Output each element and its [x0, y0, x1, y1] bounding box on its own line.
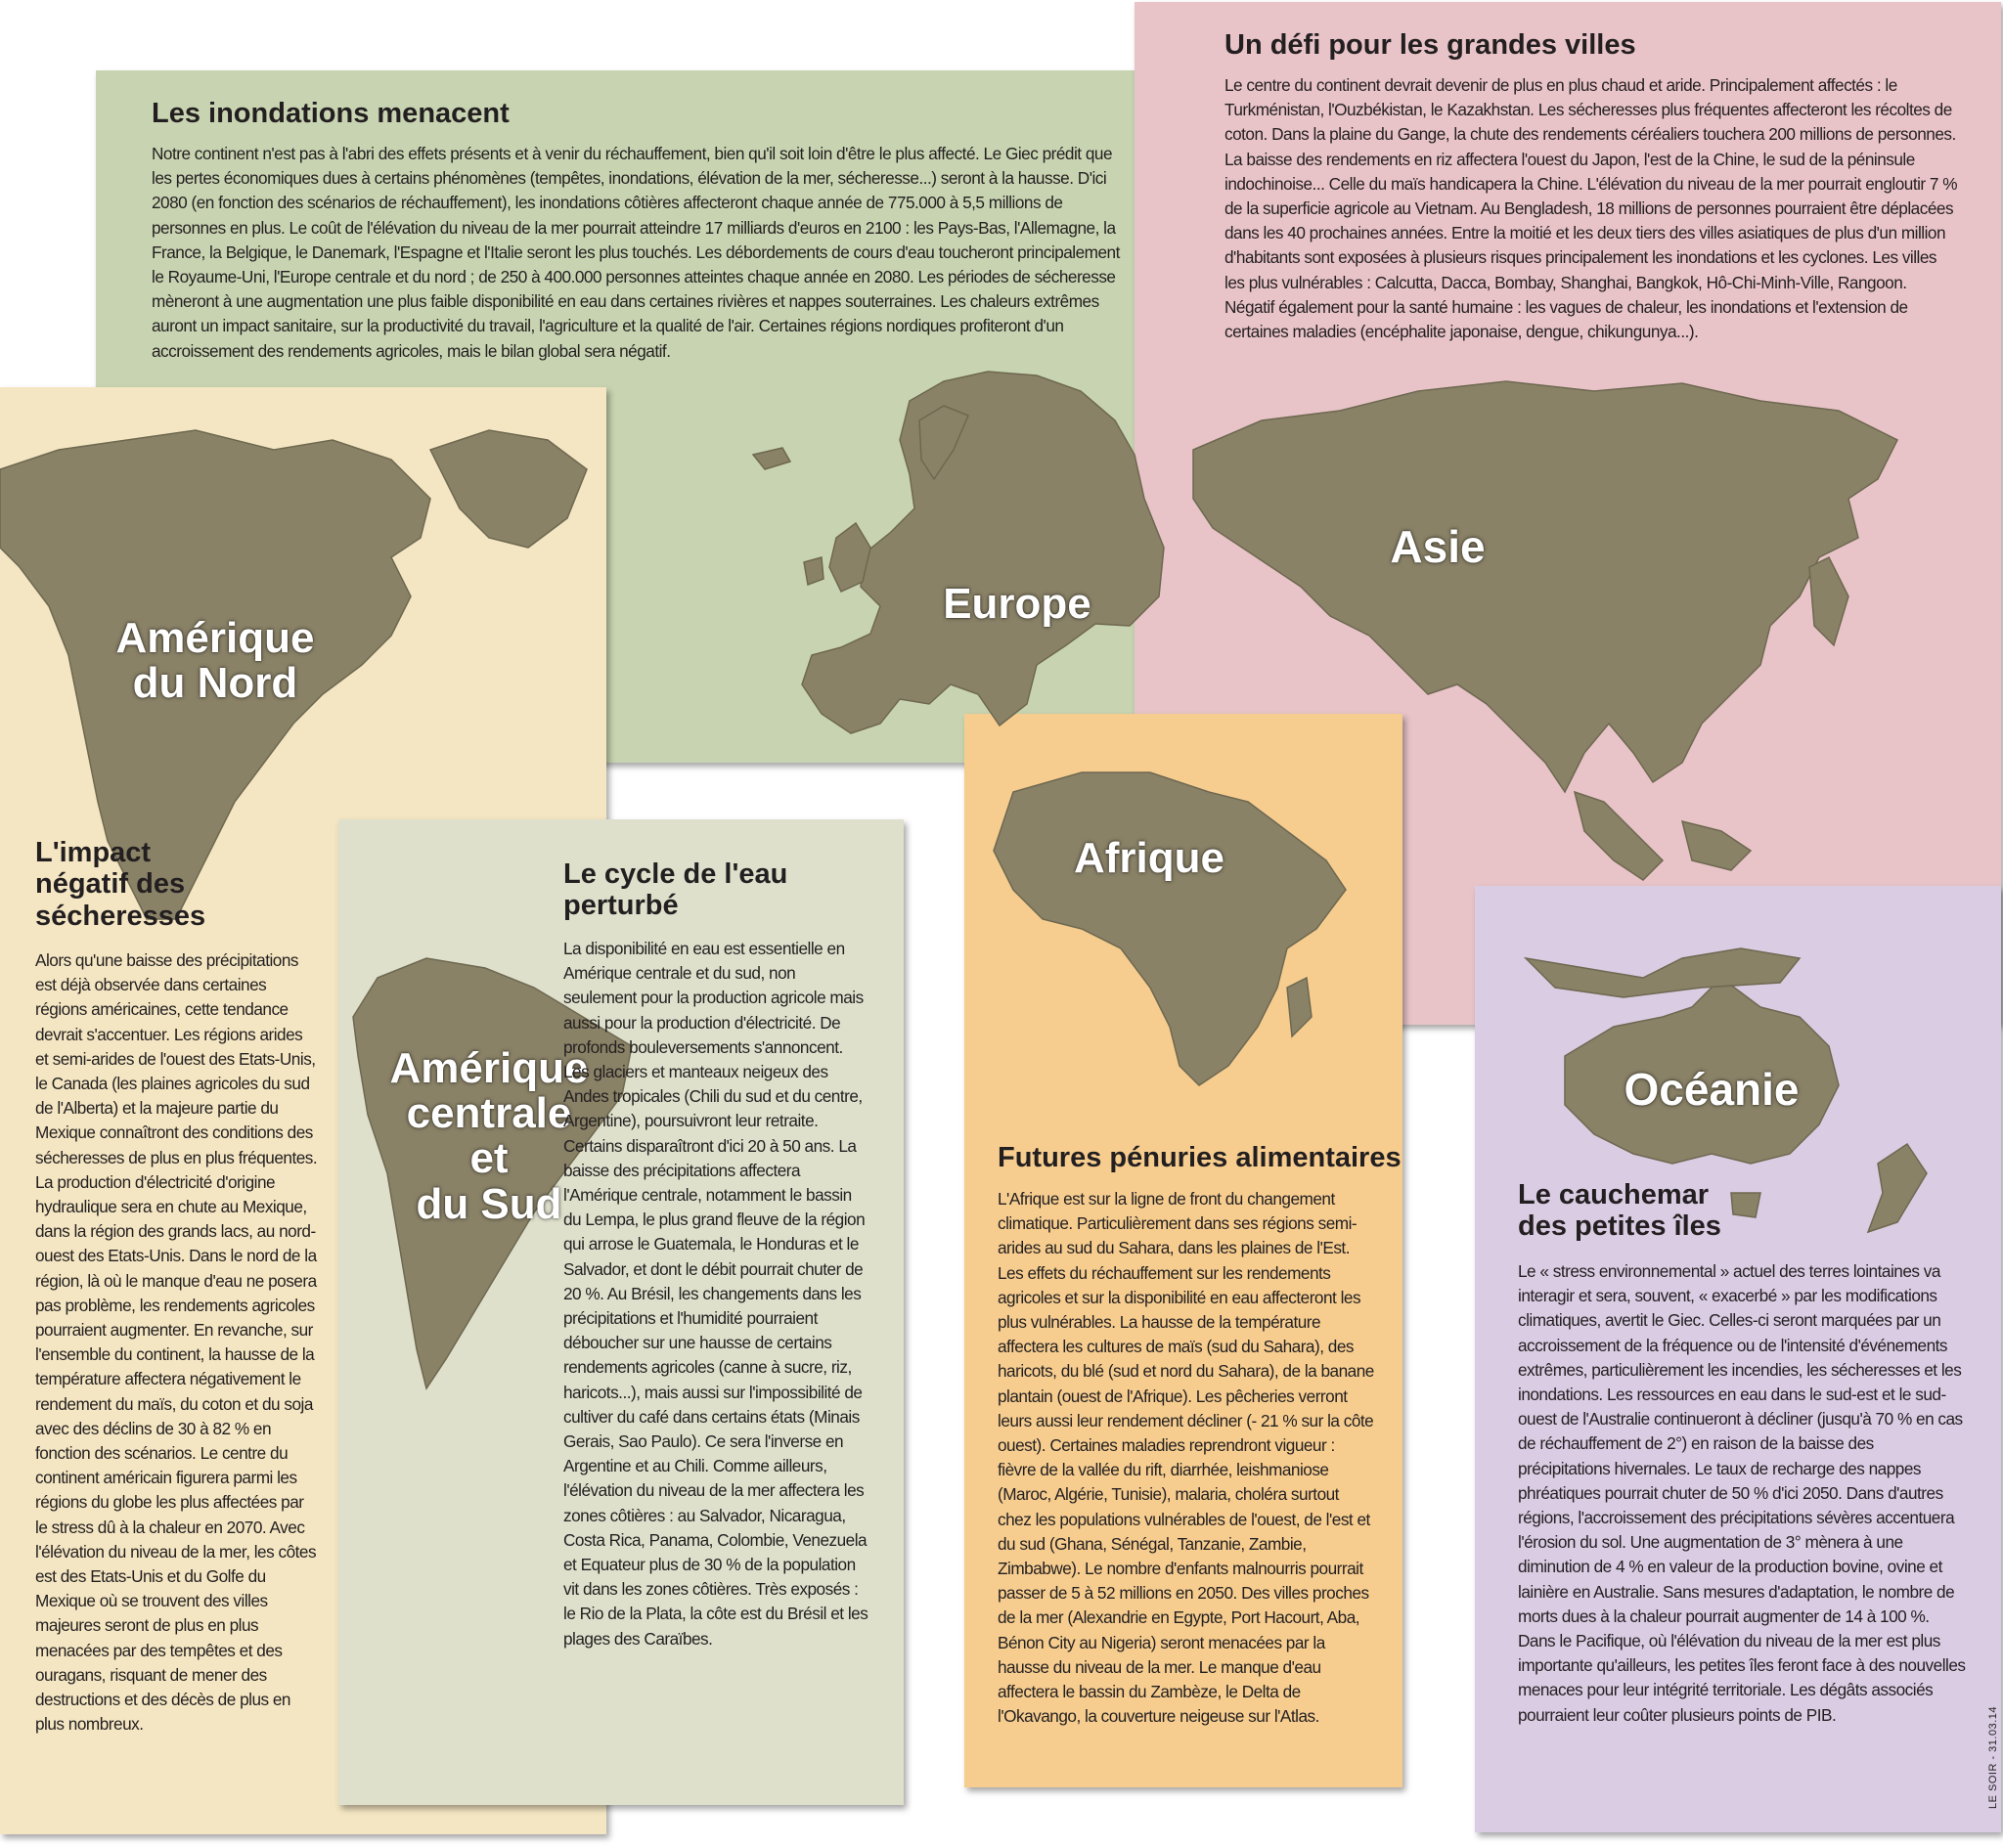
south-america-title: Le cycle de l'eau perturbé [563, 858, 788, 922]
europe-map [743, 362, 1174, 763]
africa-body: L'Afrique est sur la ligne de front du changement climatique. Particulièrement dans ses régions semi-arides au sud du Sahara, dans les plaines de l'Est. Les effets du réchauffement sur les rendements agricoles et sur la disponibilité en eau affecteront les plus vulnérables. La hausse de la température affectera les cultures de maïs (sud du Sahara), des haricots, du blé (sud et nord du Sahara), de la banane plantain (ouest de l'Afrique). Les pêcheries verront leurs aussi leur rendement décliner (- 21 % sur la côte ouest). Certaines maladies reprendront vigueur : fièvre de la vallée du rift, diarrhée, leishmaniose (Maroc, Algérie, Tunisie), malaria, choléra surtout chez les populations vulnérables de l'ouest, de l'est et du sud (Ghana, Sénégal, Tanzanie, Zambie, Zimbabwe). Le nombre d'enfants malnourris pourrait passer de 5 à 52 millions en 2050. Des villes proches de la mer (Alexandrie en Egypte, Port Hacourt, Aba, Bénon City au Nigeria) seront menacées par la hausse du niveau de la mer. Le manque d'eau affectera le bassin du Zambèze, le Delta de l'Okavango, la couverture neigeuse sur l'Atlas. [998, 1189, 1374, 1727]
north-america-body: Alors qu'une baisse des précipitations est déjà observée dans certaines régions américaines, cette tendance devrait s'accentuer. Les régions arides et semi-arides de l'ouest des Etats-Unis, le Canada (les plaines agricoles du sud de l'Alberta) et la majeure partie du Mexique connaîtront des conditions des sécheresses de plus en plus fréquentes. La production d'électricité d'origine hydraulique sera en chute au Mexique, dans la région des grands lacs, au nord-ouest des Etats-Unis. Dans le nord de la région, là où le manque d'eau ne posera pas problème, les rendements agricoles pourraient augmenter. En revanche, sur l'ensemble du continent, la hausse de la température affectera négativement le rendement du maïs, du coton et du soja avec des déclins de 30 à 82 % en fonction des scénarios. Le centre du continent américain figurera parmi les régions du globe les plus affectées par le stress dû à la chaleur en 2070. Avec l'élévation du niveau de la mer, les côtes est des Etats-Unis et du Golfe du Mexique où se trouvent des villes majeures seront de plus en plus menacées par des tempêtes et des ouragans, risquant de mener des destructions et des décès de plus en plus nombreux. [35, 950, 318, 1735]
asia-region-label: Asie [1390, 521, 1486, 572]
south-america-body: La disponibilité en eau est essentielle en Amérique centrale et du sud, non seulement pour la production agricole mais aussi pour la production d'électricité. De profonds bouleversements s'annoncent. Les glaciers et manteaux neigeux des Andes tropicales (Chili du sud et du centre, Argentine), poursuivront leur retraite. Certains disparaîtront d'ici 20 à 50 ans. La baisse des précipitations affectera l'Amérique centrale, notamment le bassin du Lempa, le plus grand fleuve de la région qui arrose le Guatemala, le Honduras et le Salvador, et dont le débit pourrait chuter de 20 %. Au Brésil, les changements dans les précipitations et l'humidité pourraient déboucher sur une hausse de certains rendements agricoles (canne à sucre, riz, haricots...), mais aussi sur l'impossibilité de cultiver du café dans certains états (Minais Gerais, Sao Paulo). Ce sera l'inverse en Argentine et au Chili. Comme ailleurs, l'élévation du niveau de la mer affectera les zones côtières : au Salvador, Nicaragua, Costa Rica, Panama, Colombie, Venezuela et Equateur plus de 30 % de la population vit dans les zones côtières. Très exposés : le Rio de la Plata, la côte est du Brésil et les plages des Caraïbes. [563, 939, 868, 1649]
north-america-region-label: Amérique du Nord [115, 614, 315, 708]
africa-region-label: Afrique [1074, 834, 1224, 882]
asia-body: Le centre du continent devrait devenir de plus en plus chaud et aride. Principalement affectés : le Turkménistan, l'Ouzbékistan, le Kazakhstan. Les sécheresses plus fréquentes affecteront les récoltes de coton. Dans la plaine du Gange, la chute des rendements céréaliers touchera 200 millions de personnes. La baisse des rendements en riz affectera l'ouest du Japon, l'est de la Chine, le sud de la péninsule indochinoise... Celle du maïs handicapera la Chine. L'élévation du niveau de la mer pourrait engloutir 7 % de la superficie agricole au Vietnam. Au Bengladesh, 18 millions de personnes pourraient être déplacées dans les 40 prochaines années. Entre la moitié et les deux tiers des villes asiatiques de plus d'un million d'habitants sont exposées à plusieurs risques principalement les inondations et les cyclones. Les villes les plus vulnérables : Calcutta, Dacca, Bombay, Shanghai, Bangkok, Hô-Chi-Minh-Ville, Rangoon. Négatif également pour la santé humaine : les vagues de chaleur, les inondations et l'extension de certaines maladies (encéphalite japonaise, dengue, chikungunya...). [1224, 75, 1958, 342]
europe-region-label: Europe [943, 580, 1091, 628]
north-america-title: L'impact négatif des sécheresses [35, 837, 206, 932]
africa-map [974, 743, 1404, 1095]
asia-title: Un défi pour les grandes villes [1224, 29, 1636, 61]
africa-title: Futures pénuries alimentaires [998, 1142, 1402, 1173]
oceania-body: Le « stress environnemental » actuel des terres lointaines va interagir et sera, souvent, « exacerbé » par les modifications climatiques, avertit le Giec. Celles-ci seront marquées par un accroissement de la fréquence ou de l'intensité d'événements extrêmes, particulièrement les incendies, les sécheresses et les inondations. Les ressources en eau dans le sud-est et le sud-ouest de l'Australie continueront à décliner (jusqu'à 70 % en cas de réchauffement de 2°) en raison de la baisse des précipitations hivernales. Le taux de recharge des nappes phréatiques pourrait chuter de 50 % d'ici 2050. Dans d'autres régions, l'accroissement des précipitations sévères accentuera l'érosion du sol. Une augmentation de 3° mènera à une diminution de 4 % en valeur de la production bovine, ovine et lainière en Australie. Sans mesures d'adaptation, le nombre de morts dues à la chaleur pourrait augmenter de 14 à 100 %. Dans le Pacifique, où l'élévation du niveau de la mer est plus importante qu'ailleurs, les petites îles feront face à des nouvelles menaces pour leur intégrité territoriale. Les dégâts associés pourraient leur coûter plusieurs points de PIB. [1518, 1261, 1966, 1725]
oceania-title: Le cauchemar des petites îles [1518, 1179, 1721, 1243]
oceania-region-label: Océanie [1624, 1064, 1800, 1115]
south-america-region-label: Amérique centrale et du Sud [389, 1044, 589, 1228]
europe-title: Les inondations menacent [152, 98, 510, 129]
credit-label: LE SOIR - 31.03.14 [1987, 1706, 1999, 1809]
europe-body: Notre continent n'est pas à l'abri des effets présents et à venir du réchauffement, bien qu'il soit loin d'être le plus affecté. Le Giec prédit que les pertes économiques dues à certains phénomènes (tempêtes, inondations, élévation de la mer, sécheresse...) seront à la hausse. D'ici 2080 (en fonction des scénarios de réchauffement), les inondations côtières affecteront chaque année de 775.000 à 5,5 millions de personnes en plus. Le coût de l'élévation du niveau de la mer pourrait atteindre 17 milliards d'euros en 2100 : les Pays-Bas, l'Allemagne, la France, la Belgique, le Danemark, l'Espagne et l'Italie seront les plus touchés. Les débordements de cours d'eau toucheront principalement le Royaume-Uni, l'Europe centrale et du nord ; de 250 à 400.000 personnes atteintes chaque année en 2080. Les périodes de sécheresse mèneront à une augmentation une plus faible disponibilité en eau dans certaines rivières et nappes souterraines. Les chaleurs extrêmes auront un impact sanitaire, sur la productivité du travail, l'agriculture et la qualité de l'air. Certaines régions nordiques profiteront d'un accroissement des rendements agricoles, mais le bilan global sera négatif. [152, 144, 1120, 361]
